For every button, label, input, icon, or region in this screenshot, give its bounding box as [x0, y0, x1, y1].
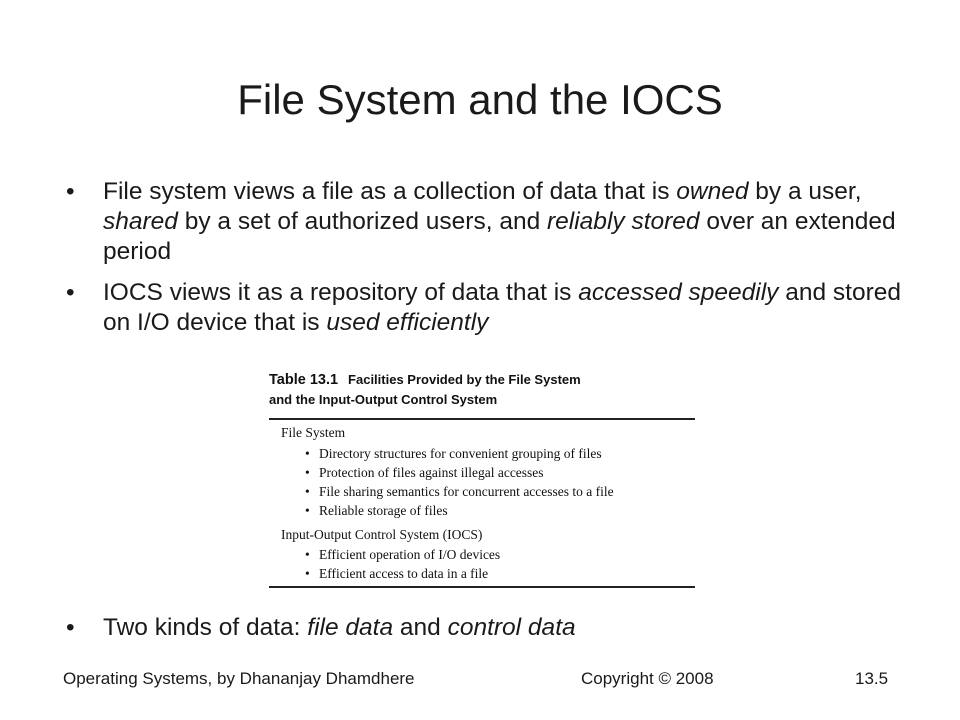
table-section-items [305, 444, 614, 520]
table-item-text: File sharing semantics for concurrent accesses to a file [319, 484, 614, 499]
bullet-text: IOCS views it as a repository of data that is [103, 279, 579, 306]
table-section-iocs: Input-Output Control System (IOCS) [281, 527, 483, 542]
emphasis-reliably-stored: reliably stored [547, 208, 700, 235]
emphasis-control-data: control data [447, 614, 576, 641]
item-bullet: • [305, 503, 310, 518]
bullet-kinds-of-data [66, 613, 916, 643]
bullet-text: and [393, 614, 448, 641]
emphasis-owned: owned [676, 178, 749, 205]
bullet-text: and stored on I/O device that is [103, 279, 902, 336]
table-section-items [305, 545, 500, 583]
item-bullet: • [305, 547, 310, 562]
table-bottom-rule [269, 586, 695, 588]
emphasis-used-efficiently: used efficiently [326, 309, 489, 336]
table-section-file-system: File System [281, 425, 346, 440]
table-caption-line1: Facilities Provided by the File System [348, 372, 581, 387]
bullet-marker: • [66, 279, 75, 306]
table-item-text: Directory structures for convenient grouping of files [319, 446, 602, 461]
table-item-text: Efficient operation of I/O devices [319, 547, 501, 562]
emphasis-shared: shared [103, 208, 178, 235]
emphasis-file-data: file data [307, 614, 394, 641]
bullet-iocs-view [66, 278, 916, 338]
footer-slide-number: 13.5 [855, 669, 889, 688]
item-bullet: • [305, 484, 310, 499]
bullet-marker: • [66, 178, 75, 205]
bullet-file-system-view [66, 177, 916, 267]
emphasis-accessed-speedily: accessed speedily [578, 279, 779, 306]
slide-title: File System and the IOCS [237, 76, 723, 123]
bullet-list [66, 177, 916, 349]
table-caption [269, 370, 581, 409]
table-caption-line2: and the Input-Output Control System [269, 392, 498, 407]
table-number: Table 13.1 [269, 372, 339, 388]
table-item-text: Reliable storage of files [319, 503, 448, 518]
bullet-marker: • [66, 614, 75, 641]
item-bullet: • [305, 465, 310, 480]
table-item [305, 545, 500, 564]
item-bullet: • [305, 566, 310, 581]
bullet-text: over an extended period [103, 208, 896, 265]
footer-author: Operating Systems, by Dhananjay Dhamdhere [63, 669, 415, 688]
footer-copyright: Copyright © 2008 [581, 669, 714, 688]
table-item [305, 482, 614, 501]
bullet-text: by a set of authorized users, and [177, 208, 548, 235]
bullet-text: by a user, [748, 178, 862, 205]
table-item [305, 564, 500, 583]
table-figure [265, 368, 695, 590]
bullet-list-bottom [66, 613, 916, 643]
table-item [305, 444, 614, 463]
bullet-text: File system views a file as a collection of data that is [103, 178, 677, 205]
bullet-text: Two kinds of data: [103, 614, 308, 641]
table-item [305, 501, 614, 520]
table-item [305, 463, 614, 482]
table-item-text: Protection of files against illegal accesses [319, 465, 544, 480]
item-bullet: • [305, 446, 310, 461]
table-top-rule [269, 418, 695, 420]
table-item-text: Efficient access to data in a file [319, 566, 489, 581]
